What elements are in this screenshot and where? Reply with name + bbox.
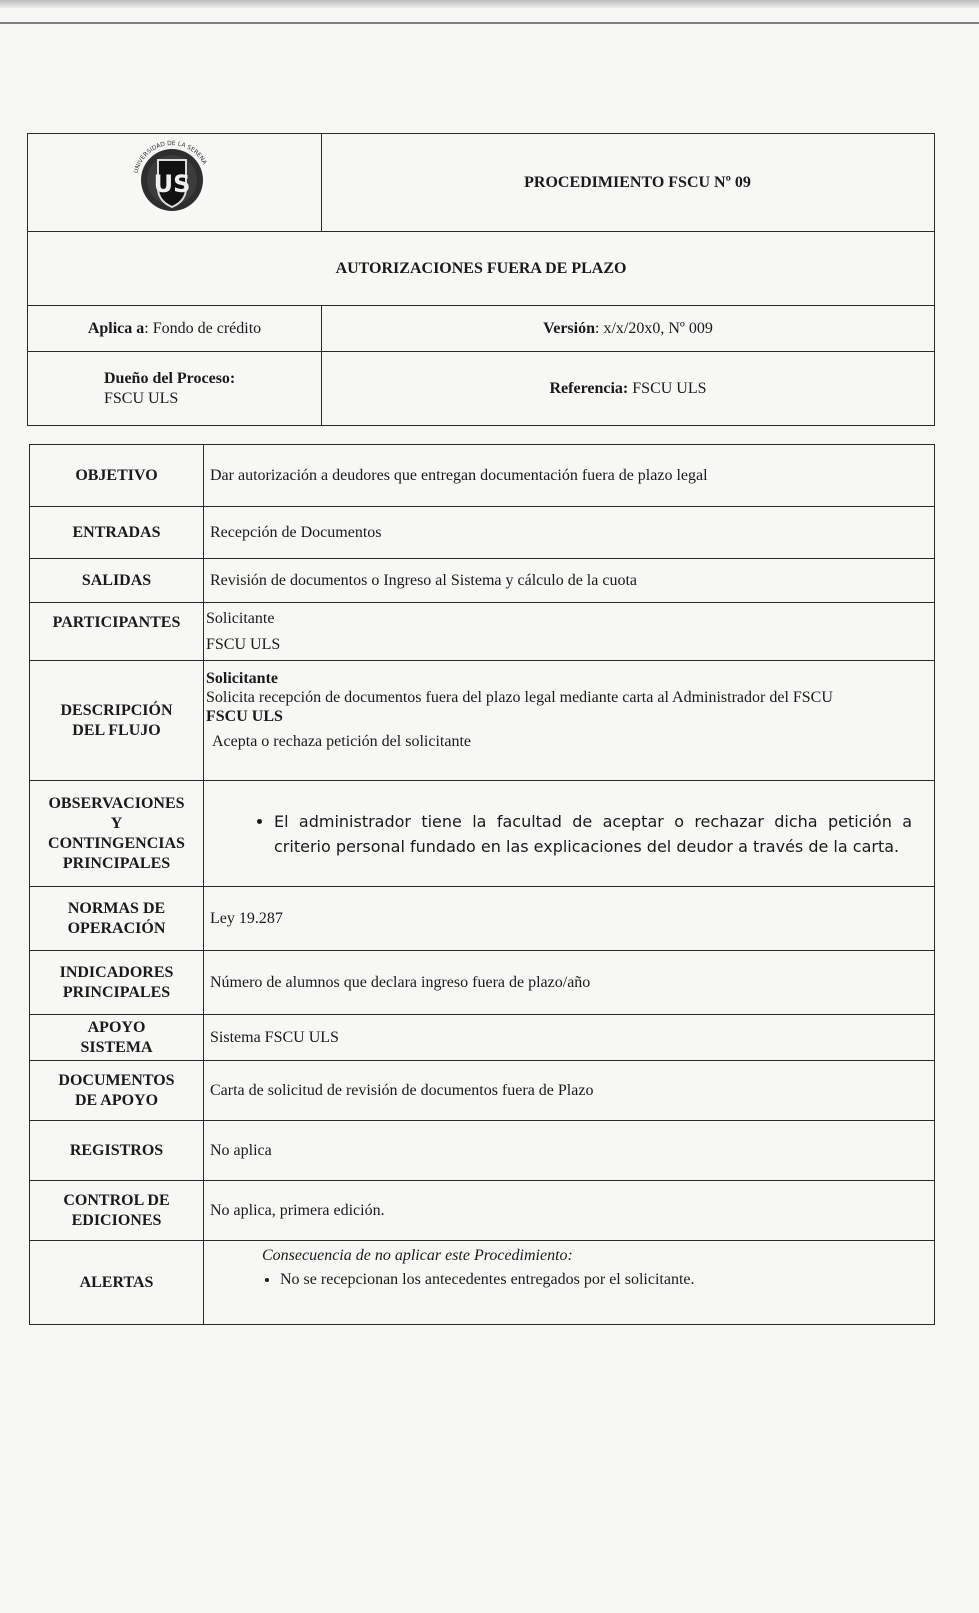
row-indicadores	[30, 951, 935, 1015]
flow-text-fscu: Acepta o rechaza petición del solicitante	[212, 733, 471, 750]
apoyo-label-line: APOYO	[87, 1018, 146, 1036]
university-seal-icon	[125, 135, 225, 225]
descripcion-value	[204, 661, 935, 781]
observaciones-label-line: OBSERVACIONES	[48, 794, 185, 812]
scan-top-shadow	[0, 0, 979, 8]
control-label	[30, 1181, 204, 1241]
salidas-value: Revisión de documentos o Ingreso al Sistema y cálculo de la cuota	[204, 559, 935, 603]
observaciones-value	[204, 781, 935, 887]
apoyo-label	[30, 1015, 204, 1061]
owner-label: Dueño del Proceso:	[104, 369, 236, 387]
seal-letters: US	[153, 170, 190, 198]
reference-value: FSCU ULS	[628, 379, 707, 397]
indicadores-label-line: PRINCIPALES	[62, 983, 171, 1001]
control-label-line: EDICIONES	[71, 1211, 162, 1229]
row-alertas	[30, 1241, 935, 1325]
version-cell	[322, 306, 935, 352]
indicadores-label-line: INDICADORES	[59, 963, 174, 981]
alertas-value	[204, 1241, 935, 1325]
indicadores-value: Número de alumnos que declara ingreso fuera de plazo/año	[204, 951, 935, 1015]
seal-ring-text: UNIVERSIDAD DE LA SERENA	[132, 139, 208, 174]
objetivo-value: Dar autorización a deudores que entregan documentación fuera de plazo legal	[204, 445, 935, 507]
row-salidas	[30, 559, 935, 603]
normas-label	[30, 887, 204, 951]
objetivo-label: OBJETIVO	[30, 445, 204, 507]
participant-item: FSCU ULS	[206, 635, 281, 653]
row-documentos	[30, 1061, 935, 1121]
participantes-label: PARTICIPANTES	[30, 603, 204, 661]
row-registros	[30, 1121, 935, 1181]
descripcion-label	[30, 661, 204, 781]
descripcion-label-line: DESCRIPCIÓN	[60, 701, 173, 719]
procedure-subject: AUTORIZACIONES FUERA DE PLAZO	[28, 232, 935, 306]
documentos-label-line: DOCUMENTOS	[58, 1071, 175, 1089]
documentos-label	[30, 1061, 204, 1121]
procedure-header-table	[27, 133, 935, 426]
alertas-list	[210, 1271, 928, 1289]
scan-artifact-line	[0, 22, 979, 24]
documentos-label-line: DE APOYO	[74, 1091, 159, 1109]
flow-role-solicitante: Solicitante	[206, 670, 278, 687]
normas-value: Ley 19.287	[204, 887, 935, 951]
participant-item: Solicitante	[206, 609, 275, 627]
participantes-value	[204, 603, 935, 661]
owner-value: FSCU ULS	[104, 389, 179, 407]
alertas-item: • No se recepcionan los antecedentes entregados por el solicitante.	[280, 1271, 928, 1289]
control-label-line: CONTROL DE	[63, 1191, 170, 1209]
row-normas	[30, 887, 935, 951]
reference-label: Referencia:	[549, 379, 629, 397]
row-participantes	[30, 603, 935, 661]
version-value: : x/x/20x0, Nº 009	[595, 319, 713, 337]
alertas-label: ALERTAS	[30, 1241, 204, 1325]
normas-label-line: NORMAS DE	[67, 899, 166, 917]
row-control	[30, 1181, 935, 1241]
apoyo-label-line: SISTEMA	[80, 1038, 153, 1056]
reference-cell	[322, 352, 935, 426]
owner-cell	[28, 352, 322, 426]
applies-label: Aplica a	[87, 319, 145, 337]
observaciones-label-line: PRINCIPALES	[62, 854, 171, 872]
salidas-label: SALIDAS	[30, 559, 204, 603]
alertas-heading: Consecuencia de no aplicar este Procedimiento:	[262, 1247, 573, 1264]
applies-value: : Fondo de crédito	[144, 319, 262, 337]
logo-cell	[28, 134, 322, 232]
observaciones-label	[30, 781, 204, 887]
observaciones-label-line: Y	[110, 814, 123, 832]
row-entradas	[30, 507, 935, 559]
documentos-value: Carta de solicitud de revisión de documentos fuera de Plazo	[204, 1061, 935, 1121]
row-observaciones	[30, 781, 935, 887]
observaciones-list	[204, 809, 934, 859]
indicadores-label	[30, 951, 204, 1015]
descripcion-label-line: DEL FLUJO	[72, 721, 161, 739]
observaciones-label-line: CONTINGENCIAS	[48, 834, 185, 852]
entradas-value: Recepción de Documentos	[204, 507, 935, 559]
observaciones-item: • El administrador tiene la facultad de aceptar o rechazar dicha petición a criterio personal fundado en las explicaciones del deudor a través de la carta.	[274, 809, 912, 859]
procedure-detail-table	[29, 444, 935, 1325]
flow-role-fscu: FSCU ULS	[206, 708, 283, 725]
flow-text-solicitante: Solicita recepción de documentos fuera del plazo legal mediante carta al Administrador del FSCU	[206, 689, 833, 706]
registros-value: No aplica	[204, 1121, 935, 1181]
version-label: Versión	[543, 319, 595, 337]
procedure-title: PROCEDIMIENTO FSCU Nº 09	[322, 134, 935, 232]
registros-label: REGISTROS	[30, 1121, 204, 1181]
row-apoyo	[30, 1015, 935, 1061]
row-descripcion	[30, 661, 935, 781]
normas-label-line: OPERACIÓN	[67, 919, 166, 937]
control-value: No aplica, primera edición.	[204, 1181, 935, 1241]
apoyo-value: Sistema FSCU ULS	[204, 1015, 935, 1061]
row-objetivo	[30, 445, 935, 507]
applies-cell	[28, 306, 322, 352]
entradas-label: ENTRADAS	[30, 507, 204, 559]
